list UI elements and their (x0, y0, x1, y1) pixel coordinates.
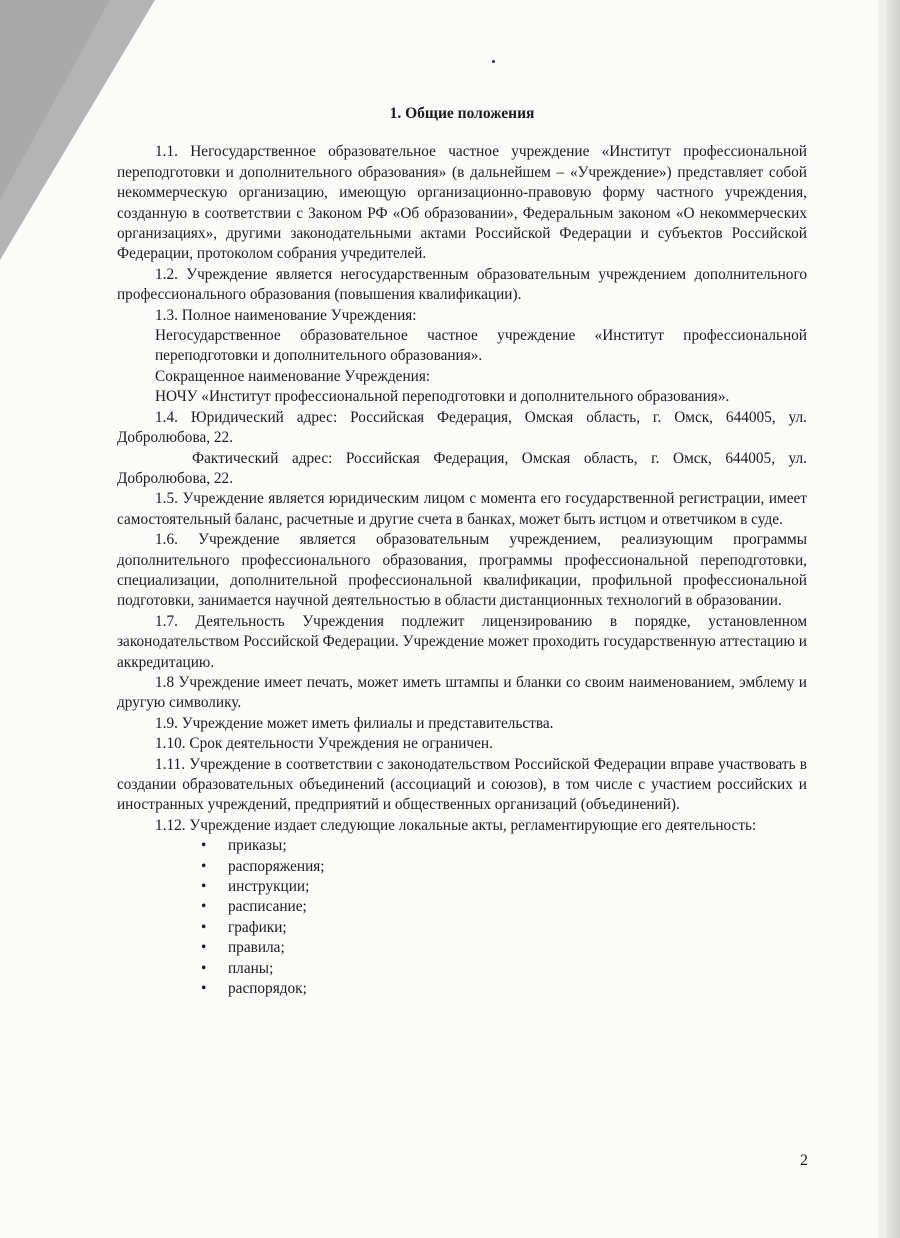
list-item: • приказы; (201, 836, 807, 856)
page-edge (878, 0, 886, 1238)
document-body (117, 104, 807, 999)
paragraph-1-11: 1.11. Учреждение в соответствии с законодательством Российской Федерации вправе участвовать в создании образовательных объединений (ассоциаций и союзов), в том числе с участием российских и иностранных учреждений, предприятий и общественных организаций (объединений). (117, 755, 807, 814)
page-edge-shadow (886, 0, 900, 1238)
paragraph-1-8: 1.8 Учреждение имеет печать, может иметь штампы и бланки со своим наименованием, эмблему и другую символику. (117, 673, 807, 712)
speck (492, 60, 495, 63)
list-item: • планы; (201, 959, 807, 979)
short-name: НОЧУ «Институт профессиональной переподготовки и дополнительного образования». (155, 388, 730, 406)
short-name-label: Сокращенное наименование Учреждения: (155, 367, 431, 385)
actual-address: Фактический адрес: Российская Федерация, Омская область, г. Омск, 644005, ул. Добролюбова, 22. (117, 449, 807, 487)
paragraph-1-3: 1.3. Полное наименование Учреждения: (155, 306, 417, 324)
paragraph-1-12: 1.12. Учреждение издает следующие локальные акты, регламентирующие его деятельность: (155, 816, 757, 834)
page-number: 2 (800, 1152, 808, 1169)
list-item: • правила; (201, 938, 807, 958)
list-item: • распоряжения; (201, 857, 807, 877)
paragraph-1-1: 1.1. Негосударственное образовательное частное учреждение «Институт профессиональной переподготовки и дополнительного образования» (в дальнейшем – «Учреждение») представляет собой некоммерческую организацию, имеющую организационно-правовую форму частного учреждения, созданную в соответствии с Законом РФ «Об образовании», Федеральным законом «О некоммерческих организациях», другими законодательными актами Российской Федерации и субъектов Российской Федерации, протоколом собрания учредителей. (117, 143, 807, 263)
paragraph-1-10: 1.10. Срок деятельности Учреждения не ограничен. (155, 735, 493, 753)
paragraph-1-9: 1.9. Учреждение может иметь филиалы и представительства. (155, 714, 554, 732)
local-acts-list (117, 836, 807, 999)
paragraph-1-6: 1.6. Учреждение является образовательным учреждением, реализующим программы дополнительного профессионального образования, программы профессиональной переподготовки, специализации, дополнительной профессиональной квалификации, профильной профессиональной подготовки, занимается научной деятельностью в области дистанционных технологий в образовании. (117, 531, 807, 610)
paragraph-1-2: 1.2. Учреждение является негосударственным образовательным учреждением дополнительного профессионального образования (повышения квалификации). (117, 265, 807, 304)
full-name: Негосударственное образовательное частное учреждение «Институт профессиональной переподготовки и дополнительного образования». (155, 327, 807, 365)
list-item: • распорядок; (201, 979, 807, 999)
list-item: • инструкции; (201, 877, 807, 897)
paragraph-1-7: 1.7. Деятельность Учреждения подлежит лицензированию в порядке, установленном законодательством Российской Федерации. Учреждение может проходить государственную аттестацию и аккредитацию. (117, 612, 807, 671)
list-item: • графики; (201, 918, 807, 938)
paragraph-1-5: 1.5. Учреждение является юридическим лицом с момента его государственной регистрации, имеет самостоятельный баланс, расчетные и другие счета в банках, может быть истцом и ответчиком в суде. (117, 490, 807, 528)
section-title: 1. Общие положения (389, 105, 535, 122)
paragraph-1-4: 1.4. Юридический адрес: Российская Федерация, Омская область, г. Омск, 644005, ул. Добролюбова, 22. (117, 408, 807, 447)
list-item: • расписание; (201, 897, 807, 917)
